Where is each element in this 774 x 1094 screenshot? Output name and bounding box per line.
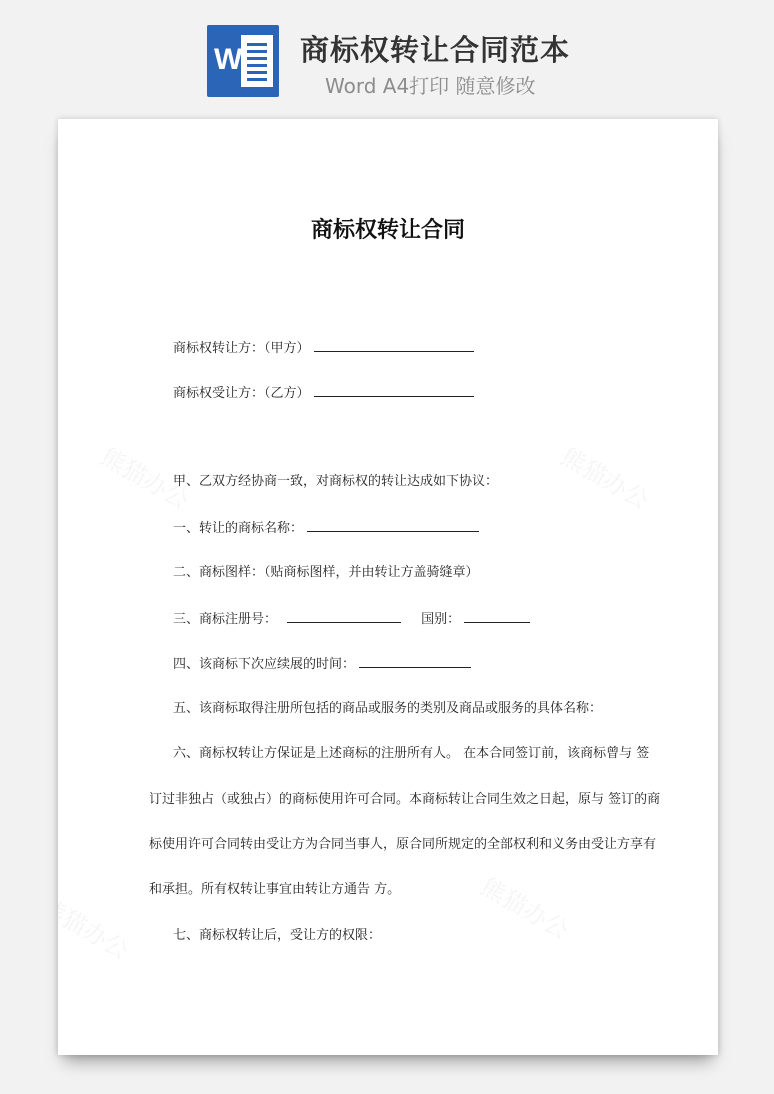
word-icon — [207, 25, 279, 97]
item-7-text: 七、商标权转让后，受让方的权限： — [173, 928, 382, 943]
party-a-blank — [314, 338, 474, 352]
item-6-line-4: 和承担。所有权转让事宜由转让方通告 方。 — [149, 882, 401, 897]
item-6-line-2: 订过非独占（或独占）的商标使用许可合同。本商标转让合同生效之日起，原与 签订的商 — [149, 792, 661, 807]
party-a-label: 商标权转让方：（甲方） — [173, 341, 310, 356]
party-a-line — [173, 338, 474, 358]
item-6-line-3: 标使用许可合同转由受让方为合同当事人，原合同所规定的全部权利和义务由受让方享有 — [149, 837, 657, 852]
item-6-line-1: 六、商标权转让方保证是上述商标的注册所有人。 在本合同签订前，该商标曾与 签 — [173, 746, 650, 761]
item-3-country-blank — [464, 609, 530, 623]
item-3-label: 三、商标注册号： — [173, 612, 278, 627]
watermark — [556, 437, 657, 515]
item-5-text: 五、该商标取得注册所包括的商品或服务的类别及商品或服务的具体名称： — [173, 701, 603, 716]
page-subtitle: Word A4打印 随意修改 — [325, 74, 536, 98]
item-3-line — [173, 609, 530, 629]
item-4-line — [173, 654, 471, 674]
item-3-country-label: 国别： — [421, 612, 461, 627]
party-b-blank — [314, 383, 474, 397]
item-1-blank — [307, 518, 479, 532]
item-4-blank — [359, 654, 471, 668]
party-b-label: 商标权受让方：（乙方） — [173, 386, 310, 401]
document-lines — [241, 35, 273, 87]
header — [0, 0, 774, 112]
item-1-label: 一、转让的商标名称： — [173, 521, 304, 536]
watermark — [476, 867, 577, 945]
document-page — [58, 119, 718, 1055]
word-letter: W — [214, 43, 243, 76]
watermark — [58, 887, 136, 965]
item-1-line — [173, 518, 479, 538]
party-b-line — [173, 383, 474, 403]
intro-text: 甲、乙双方经协商一致，对商标权的转让达成如下协议： — [173, 474, 499, 489]
item-2-text: 二、商标图样：（贴商标图样，并由转让方盖骑缝章） — [173, 565, 479, 580]
document-title: 商标权转让合同 — [310, 218, 465, 243]
page-title: 商标权转让合同范本 — [300, 33, 571, 67]
item-3-blank — [287, 609, 401, 623]
item-4-label: 四、该商标下次应续展的时间： — [173, 657, 356, 672]
